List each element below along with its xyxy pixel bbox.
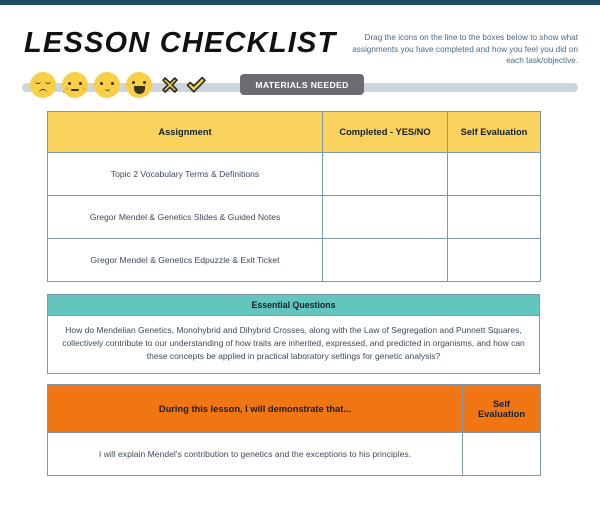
column-header-objective: During this lesson, I will demonstrate that... [48, 385, 463, 433]
assignment-name: Gregor Mendel & Genetics Edpuzzle & Exit Ticket [48, 239, 323, 282]
page-title: LESSON CHECKLIST [24, 27, 337, 59]
essential-questions-header-row [48, 295, 540, 316]
self-evaluation-dropzone[interactable] [448, 196, 541, 239]
table-row [48, 153, 541, 196]
check-mark-icon[interactable] [184, 73, 208, 97]
self-evaluation-dropzone[interactable] [448, 153, 541, 196]
objective-text: I will explain Mendel's contribution to genetics and the exceptions to his principles. [48, 433, 463, 476]
table-row [48, 239, 541, 282]
completed-dropzone[interactable] [323, 239, 448, 282]
emoji-neutral-face[interactable] [62, 72, 88, 98]
self-evaluation-dropzone[interactable] [448, 239, 541, 282]
objective-self-evaluation-dropzone[interactable] [463, 433, 541, 476]
assignment-name: Topic 2 Vocabulary Terms & Definitions [48, 153, 323, 196]
column-header-completed: Completed - YES/NO [323, 112, 448, 153]
completed-dropzone[interactable] [323, 196, 448, 239]
table-row [48, 433, 541, 476]
essential-questions-table [47, 294, 540, 374]
materials-needed-pill[interactable] [240, 74, 364, 95]
materials-needed-label: MATERIALS NEEDED [255, 79, 349, 90]
emoji-slight-smile-face[interactable] [94, 72, 120, 98]
assignment-table [47, 111, 541, 282]
objectives-table [47, 384, 541, 476]
completed-dropzone[interactable] [323, 153, 448, 196]
cross-mark-icon[interactable] [158, 73, 182, 97]
objectives-table-header-row [48, 385, 541, 433]
column-header-objective-self-evaluation: Self Evaluation [463, 385, 541, 433]
table-row [48, 196, 541, 239]
column-header-assignment: Assignment [48, 112, 323, 153]
essential-questions-header: Essential Questions [48, 295, 540, 316]
instructions-text: Drag the icons on the line to the boxes below to show what assignments you have completed and how you feel you did on each task/objective. [352, 33, 578, 66]
emoji-happy-face[interactable] [126, 72, 152, 98]
emoji-sad-face[interactable] [30, 72, 56, 98]
column-header-self-evaluation: Self Evaluation [448, 112, 541, 153]
table-row [48, 316, 540, 374]
assignment-table-header-row [48, 112, 541, 153]
essential-questions-body: How do Mendelian Genetics, Monohybrid and Dihybrid Crosses, along with the Law of Segregation and Punnett Squares, collectively contribute to our understanding of how traits are inherited, expressed, and predicted in organisms, and how can these concepts be applied in practical laboratory settings for genetic analysis? [48, 316, 540, 374]
page-header [0, 5, 600, 65]
assignment-name: Gregor Mendel & Genetics Slides & Guided Notes [48, 196, 323, 239]
